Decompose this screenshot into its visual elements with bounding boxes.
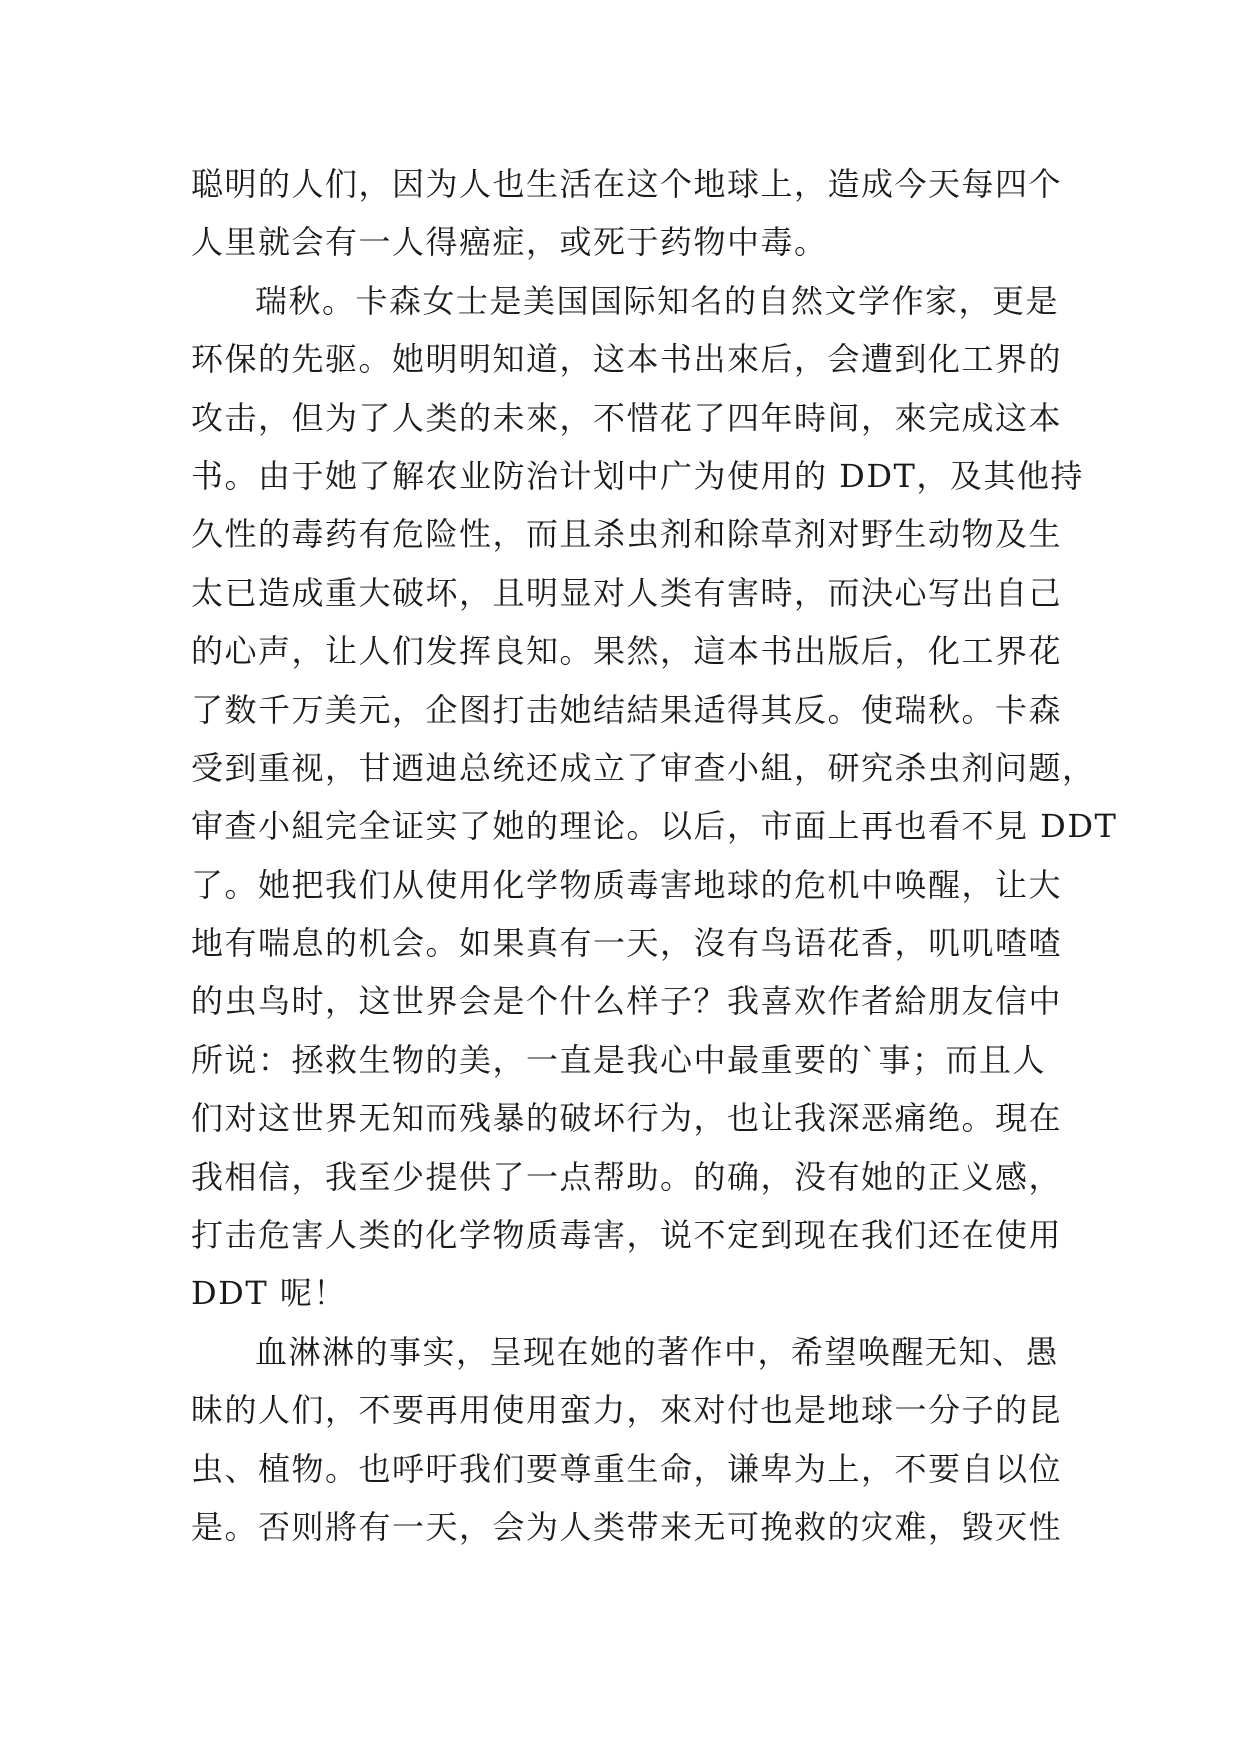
paragraph <box>191 272 1118 1323</box>
text-line: 太已造成重大破坏，且明显对人类有害時，而決心写出自己 <box>191 573 1063 612</box>
text-line: 受到重视，甘迺迪总统还成立了审查小組，研究杀虫剂问题， <box>191 748 1096 787</box>
text-line: 我相信，我至少提供了一点帮助。的确，没有她的正义感， <box>191 1157 1063 1196</box>
text-line: 的虫鸟时，这世界会是个什么样子？我喜欢作者給朋友信中 <box>191 982 1063 1021</box>
text-line: 昧的人们，不要再用使用蛮力，來对付也是地球一分子的昆 <box>191 1391 1063 1430</box>
text-line: 虫、植物。也呼吁我们要尊重生命，谦卑为上，不要自以位 <box>191 1449 1063 1488</box>
text-line: 了数千万美元，企图打击她结結果适得其反。使瑞秋。卡森 <box>191 690 1063 729</box>
text-line: 审查小組完全证实了她的理论。以后，市面上再也看不見 DDT <box>191 807 1118 846</box>
text-line: DDT 呢！ <box>191 1274 347 1313</box>
text-line: 们对这世界无知而残暴的破坏行为，也让我深恶痛绝。現在 <box>191 1099 1063 1138</box>
text-line: 了。她把我们从使用化学物质毒害地球的危机中唤醒，让大 <box>191 865 1063 904</box>
text-line: 书。由于她了解农业防治计划中广为使用的 DDT，及其他持 <box>191 456 1084 495</box>
text-line: 久性的毒药有危险性，而且杀虫剂和除草剂对野生动物及生 <box>191 515 1063 554</box>
text-line: 攻击，但为了人类的未來，不惜花了四年時间，來完成这本 <box>191 398 1063 437</box>
text-line: 环保的先驱。她明明知道，这本书出來后，会遭到化工界的 <box>191 340 1063 379</box>
text-line: 的心声，让人们发挥良知。果然，這本书出版后，化工界花 <box>191 632 1063 671</box>
paragraph <box>191 1323 1071 1557</box>
text-line: 瑞秋。卡森女士是美国国际知名的自然文学作家，更是 <box>255 281 1060 320</box>
text-line: 聪明的人们，因为人也生活在这个地球上，造成今天每四个 <box>191 165 1063 203</box>
text-line: 是。否则將有一天，会为人类带来无可挽救的灾难，毀灭性 <box>191 1507 1063 1546</box>
text-line: 地有喘息的机会。如果真有一天，沒有鸟语花香，叽叽喳喳 <box>191 924 1063 963</box>
text-line: 血淋淋的事实，呈现在她的著作中，希望唤醒无知、愚 <box>255 1332 1060 1371</box>
paragraph <box>191 155 1071 272</box>
body-text <box>191 155 1118 1556</box>
text-line: 打击危害人类的化学物质毒害，说不定到现在我们还在使用 <box>191 1216 1063 1255</box>
text-line: 人里就会有一人得癌症，或死于药物中毒。 <box>191 223 828 262</box>
text-line: 所说：拯救生物的美，一直是我心中最重要的`事；而且人 <box>191 1040 1047 1079</box>
